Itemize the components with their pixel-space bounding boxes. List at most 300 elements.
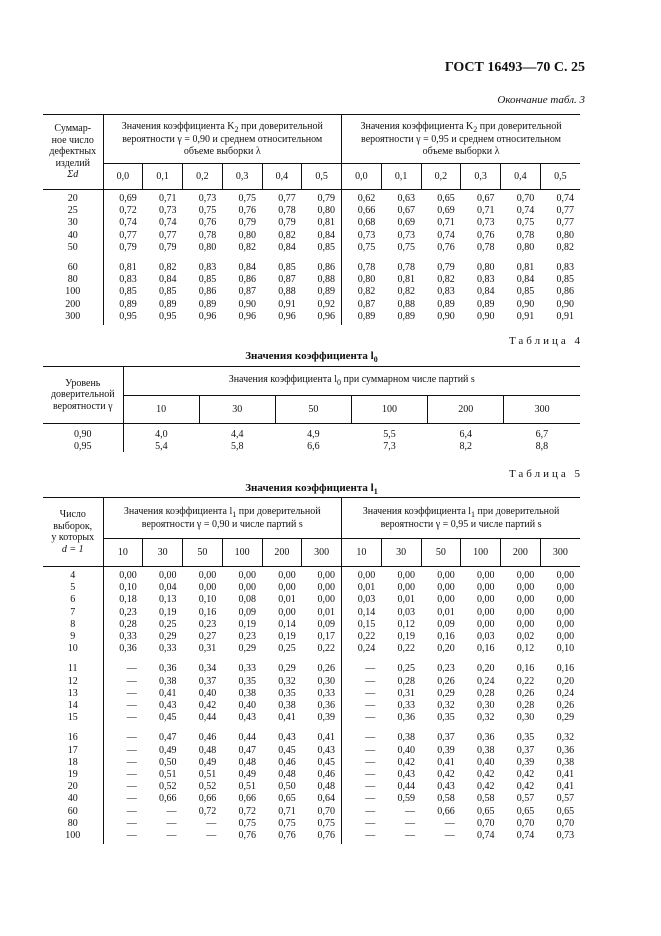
value-cell: 0,73 [198,193,217,204]
value-cell: 0,36 [556,744,575,756]
value-cell: 0,00 [556,582,575,594]
value-cell: — [166,805,177,817]
table-3-group-095: Значения коэффициента $K_2$ при доверительной вероятности γ = 0,95 и среднем относительном объеме выборки λ [342,115,581,164]
value-cell: 0,31 [397,687,415,699]
table-3 [43,114,580,325]
column-header: 0,3 [461,164,501,190]
value-cell: 6,6 [307,440,320,452]
value-cell: 4,9 [307,429,320,440]
value-cell: 0,00 [159,570,177,581]
value-cell: 0,40 [477,756,495,768]
value-cell: 0,92 [317,298,336,310]
value-cell: 0,00 [198,582,217,594]
value-cell: 0,00 [556,618,575,630]
value-cell: 4,4 [230,429,244,440]
value-cell: 0,10 [556,643,575,655]
value-cell: 0,36 [159,663,177,675]
row-key-cell: 4 [70,570,76,581]
table-row [43,745,580,757]
value-cell: 0,85 [159,286,177,298]
value-cell: 0,65 [437,193,455,204]
value-cell: — [342,806,382,818]
value-cell: 0,85 [278,262,296,274]
table-5-group-090: Значения коэффициента $l_1$ при доверительной вероятности γ = 0,90 и числе партий s [103,498,342,539]
row-key-cell: 200 [65,298,81,310]
value-cell: 0,16 [556,663,575,675]
value-cell: 0,43 [397,769,415,781]
value-cell: 0,33 [159,643,177,655]
value-cell: 0,89 [198,298,217,310]
value-cell: 0,28 [477,687,495,699]
table-row [43,712,580,724]
value-cell: 0,91 [556,310,575,322]
value-cell: 0,64 [317,793,335,805]
value-cell: — [342,818,382,830]
value-cell: 0,44 [198,712,217,724]
value-cell: 0,85 [198,274,217,286]
value-cell: 0,33 [103,631,143,643]
value-cell: 0,46 [317,769,335,781]
value-cell: 0,83 [437,286,455,298]
value-cell: 0,76 [238,830,256,842]
value-cell: 0,00 [477,582,495,594]
value-cell: 0,80 [556,229,575,241]
value-cell: 0,00 [516,618,535,630]
value-cell: 0,75 [397,241,416,253]
value-cell: 0,96 [238,310,256,322]
value-cell: 0,22 [397,643,415,655]
column-header: 200 [428,396,504,424]
value-cell: 0,96 [278,310,296,322]
value-cell: 0,25 [278,643,296,655]
value-cell: 0,01 [397,594,415,606]
value-cell: 0,82 [238,241,256,253]
row-key-cell: 100 [65,286,81,298]
value-cell: 0,71 [159,193,177,204]
value-cell: — [103,757,143,769]
value-cell: 0,42 [437,769,455,781]
table-row [43,818,580,830]
value-cell: 0,14 [278,618,296,630]
column-header: 100 [461,539,501,567]
value-cell: 0,00 [556,570,575,581]
value-cell: 0,81 [516,262,535,274]
value-cell: 0,28 [516,700,535,712]
value-cell: 0,00 [477,594,495,606]
value-cell: 0,43 [278,732,296,744]
value-cell: — [103,781,143,793]
value-cell: 0,52 [159,781,177,793]
value-cell: 0,57 [516,793,535,805]
value-cell: 0,70 [317,805,335,817]
table-row [43,424,580,441]
value-cell: 0,58 [437,793,455,805]
value-cell: 0,59 [397,793,415,805]
row-key-cell: 20 [67,781,78,793]
table-row [43,242,580,254]
value-cell: 0,79 [238,217,256,229]
value-cell: 0,73 [477,217,495,229]
value-cell: 0,08 [238,594,256,606]
value-cell: 0,41 [437,756,455,768]
value-cell: 0,41 [556,769,575,781]
value-cell: — [444,830,455,842]
value-cell: 0,85 [103,286,143,298]
row-key-cell: 60 [67,262,78,274]
value-cell: 0,76 [238,205,256,217]
row-key-cell: 40 [67,793,78,805]
column-header: 0,2 [421,164,461,190]
value-cell: 0,39 [317,712,335,724]
value-cell: 0,09 [437,618,455,630]
value-cell: 0,75 [278,817,296,829]
value-cell: 0,39 [437,744,455,756]
value-cell: 0,75 [342,242,382,254]
value-cell: 4,0 [123,424,199,441]
value-cell: 0,90 [477,310,495,322]
row-key-cell: 25 [67,205,78,217]
value-cell: 0,38 [278,700,296,712]
value-cell: 0,75 [238,817,256,829]
value-cell: 0,00 [317,594,335,606]
value-cell: 0,22 [317,643,335,655]
column-header: 50 [183,539,223,567]
value-cell: — [103,793,143,805]
value-cell: 0,46 [198,732,217,744]
column-header: 300 [540,539,580,567]
value-cell: 0,74 [437,229,455,241]
value-cell: 0,89 [477,298,495,310]
value-cell: 0,36 [477,732,495,744]
row-key-cell: 16 [67,732,78,744]
value-cell: 0,30 [477,700,495,712]
value-cell: 0,70 [556,817,575,829]
value-cell: 0,27 [198,631,217,643]
value-cell: 0,83 [556,262,575,274]
value-cell: 0,30 [516,712,535,724]
value-cell: 0,45 [278,744,296,756]
table-4-label: Таблица 4 [508,335,583,347]
column-header: 0,0 [342,164,382,190]
value-cell: 0,01 [317,606,335,618]
table-row [43,286,580,298]
value-cell: 0,37 [516,744,535,756]
value-cell: 0,90 [437,310,455,322]
row-key-cell: 18 [67,756,78,768]
value-cell: 0,91 [278,298,296,310]
value-cell: 0,35 [516,732,535,744]
value-cell: 0,43 [437,781,455,793]
row-key-cell: 8 [70,618,76,630]
value-cell: 0,04 [159,582,177,594]
value-cell: 0,49 [198,756,217,768]
value-cell: — [342,732,382,744]
value-cell: — [342,745,382,757]
row-key-cell: 80 [67,274,78,286]
value-cell: 0,19 [278,631,296,643]
row-key-cell: 0,95 [74,440,92,452]
row-key-cell: 19 [67,769,78,781]
value-cell: 0,00 [516,582,535,594]
value-cell: 0,00 [103,567,143,583]
value-cell: 0,67 [477,193,495,204]
value-cell: 6,4 [459,429,472,440]
value-cell: 0,84 [278,241,296,253]
value-cell: 5,8 [230,440,244,452]
value-cell: 0,65 [477,805,495,817]
value-cell: 0,41 [317,732,335,744]
value-cell: 0,79 [278,217,296,229]
value-cell: 0,95 [103,311,143,325]
table-5-label: Таблица 5 [508,468,583,480]
value-cell: 0,88 [278,286,296,298]
value-cell: 0,47 [159,732,177,744]
value-cell: 8,8 [535,440,549,452]
value-cell: 0,36 [103,643,143,655]
column-header: 30 [199,396,275,424]
value-cell: 0,84 [159,274,177,286]
table-row [43,631,580,643]
value-cell: 0,32 [278,675,296,687]
value-cell: 0,42 [516,781,535,793]
row-key-cell: 30 [67,217,78,229]
value-cell: 0,82 [397,286,416,298]
value-cell: 0,26 [317,663,335,675]
value-cell: 0,44 [238,732,256,744]
value-cell: 0,77 [556,205,575,217]
value-cell: 0,30 [317,675,335,687]
value-cell: 0,41 [556,781,575,793]
value-cell: 0,37 [437,732,455,744]
value-cell: 0,00 [516,594,535,606]
value-cell: 0,47 [238,744,256,756]
column-header: 10 [103,539,143,567]
value-cell: — [405,805,415,817]
value-cell: 0,83 [477,274,495,286]
value-cell: 0,84 [317,229,336,241]
value-cell: 0,86 [198,286,217,298]
value-cell: 0,00 [317,570,335,581]
value-cell: — [166,830,177,842]
value-cell: 0,28 [397,675,415,687]
value-cell: 0,48 [198,744,217,756]
table-row [43,757,580,769]
value-cell: 0,73 [159,205,177,217]
value-cell: 0,29 [437,687,455,699]
column-header: 300 [504,396,580,424]
value-cell: 0,33 [397,700,415,712]
value-cell: 0,80 [198,241,217,253]
value-cell: 0,50 [278,781,296,793]
value-cell: 0,67 [397,205,416,217]
value-cell: — [166,817,177,829]
table-row [43,441,580,453]
value-cell: 0,77 [278,193,296,204]
value-cell: — [103,688,143,700]
value-cell: 0,19 [397,631,415,643]
table-5-row-header: Число выборок, у которых d = 1 [51,509,95,555]
value-cell: 0,82 [159,262,177,274]
value-cell: 0,25 [159,618,177,630]
value-cell: — [405,817,415,829]
value-cell: 0,03 [342,594,382,606]
value-cell: 0,79 [437,262,455,274]
value-cell: 0,57 [556,793,575,805]
value-cell: 0,83 [103,274,143,286]
row-key-cell: 15 [67,712,78,724]
value-cell: 0,76 [278,830,296,842]
value-cell: 0,85 [556,274,575,286]
table-5-title: Значения коэффициента $l_1$ [245,482,378,497]
value-cell: 0,00 [437,570,455,581]
table-4-title: Значения коэффициента $l_0$ [245,350,378,365]
value-cell: 0,84 [238,262,256,274]
value-cell: 0,79 [159,241,177,253]
table-row [43,781,580,793]
value-cell: 0,80 [477,262,495,274]
table-row [43,567,580,583]
value-cell: 0,86 [556,286,575,298]
column-header: 0,1 [381,164,421,190]
value-cell: — [342,663,382,675]
value-cell: 0,70 [516,193,535,204]
value-cell: 0,88 [397,298,416,310]
column-header: 10 [123,396,199,424]
table-row [43,676,580,688]
column-header: 0,3 [222,164,262,190]
table-row [43,311,580,325]
value-cell: 0,80 [238,229,256,241]
value-cell: 0,31 [198,643,217,655]
value-cell: 0,86 [317,262,336,274]
value-cell: 0,66 [159,793,177,805]
value-cell: 0,00 [238,582,256,594]
value-cell: 0,81 [103,262,143,274]
continuation-label: Окончание табл. 3 [497,94,585,106]
table-row [43,582,580,594]
value-cell: 0,40 [198,687,217,699]
value-cell: 0,70 [516,817,535,829]
value-cell: 0,62 [342,190,382,206]
value-cell: 0,73 [342,230,382,242]
value-cell: 0,00 [198,570,217,581]
value-cell: — [103,712,143,724]
row-key-cell: 13 [67,687,78,699]
value-cell: 0,86 [238,274,256,286]
value-cell: 0,38 [477,744,495,756]
page-header: ГОСТ 16493—70 С. 25 [444,60,585,75]
value-cell: 0,25 [397,663,415,675]
value-cell: 0,75 [516,217,535,229]
value-cell: 0,41 [278,712,296,724]
column-header: 300 [302,539,342,567]
value-cell: 0,71 [437,217,455,229]
value-cell: 0,74 [477,830,495,842]
value-cell: 0,89 [103,299,143,311]
value-cell: 0,29 [278,663,296,675]
table-4 [43,366,580,452]
value-cell: 0,66 [342,205,382,217]
column-header: 0,5 [540,164,580,190]
value-cell: 0,41 [159,687,177,699]
value-cell: 0,00 [556,606,575,618]
value-cell: — [103,769,143,781]
value-cell: 0,36 [397,712,415,724]
value-cell: 0,76 [437,241,455,253]
table-3-group-090: Значения коэффициента $K_2$ при доверительной вероятности γ = 0,90 и среднем относительном объеме выборки λ [103,115,342,164]
column-header: 0,5 [302,164,342,190]
value-cell: 0,16 [198,606,217,618]
value-cell: 0,89 [159,298,177,310]
value-cell: 0,26 [516,687,535,699]
value-cell: 0,13 [159,594,177,606]
table-row [43,732,580,744]
value-cell: 0,73 [556,830,575,842]
value-cell: 0,68 [342,217,382,229]
value-cell: 0,58 [477,793,495,805]
row-key-cell: 9 [70,631,76,643]
value-cell: 0,32 [556,732,575,744]
value-cell: 0,77 [103,230,143,242]
value-cell: 0,23 [238,631,256,643]
value-cell: 0,17 [317,631,335,643]
value-cell: 0,72 [103,205,143,217]
value-cell: 0,03 [477,631,495,643]
value-cell: 0,42 [477,769,495,781]
value-cell: 0,24 [556,687,575,699]
value-cell: 6,7 [535,429,549,440]
row-key-cell: 5 [70,582,76,594]
table-row [43,643,580,655]
value-cell: 0,38 [397,732,415,744]
value-cell: 0,01 [278,594,296,606]
row-key-cell: 40 [67,229,78,241]
row-key-cell: 80 [67,817,78,829]
value-cell: 0,85 [317,241,336,253]
value-cell: 0,00 [477,606,495,618]
value-cell: 0,44 [397,781,415,793]
value-cell: 0,49 [159,744,177,756]
value-cell: 0,81 [397,274,416,286]
value-cell: 0,24 [477,675,495,687]
value-cell: 0,48 [238,756,256,768]
value-cell: — [206,830,217,842]
value-cell: 0,74 [516,205,535,217]
table-row [43,594,580,606]
column-header: 0,0 [103,164,143,190]
value-cell: 8,2 [459,440,472,452]
value-cell: 7,3 [383,440,396,452]
value-cell: 0,34 [198,663,217,675]
value-cell: 0,39 [516,756,535,768]
value-cell: 0,51 [198,769,217,781]
value-cell: — [103,732,143,744]
row-key-cell: 6 [70,594,76,606]
row-key-cell: 20 [67,193,78,204]
value-cell: 0,78 [278,205,296,217]
value-cell: 0,18 [103,594,143,606]
value-cell: 0,71 [477,205,495,217]
value-cell: 0,88 [317,274,336,286]
row-key-cell: 10 [67,643,78,655]
table-row [43,700,580,712]
value-cell: 0,89 [342,311,382,325]
value-cell: — [206,817,217,829]
value-cell: — [342,769,382,781]
value-cell: 0,00 [342,567,382,583]
row-key-cell: 300 [65,310,81,322]
table-row [43,830,580,844]
